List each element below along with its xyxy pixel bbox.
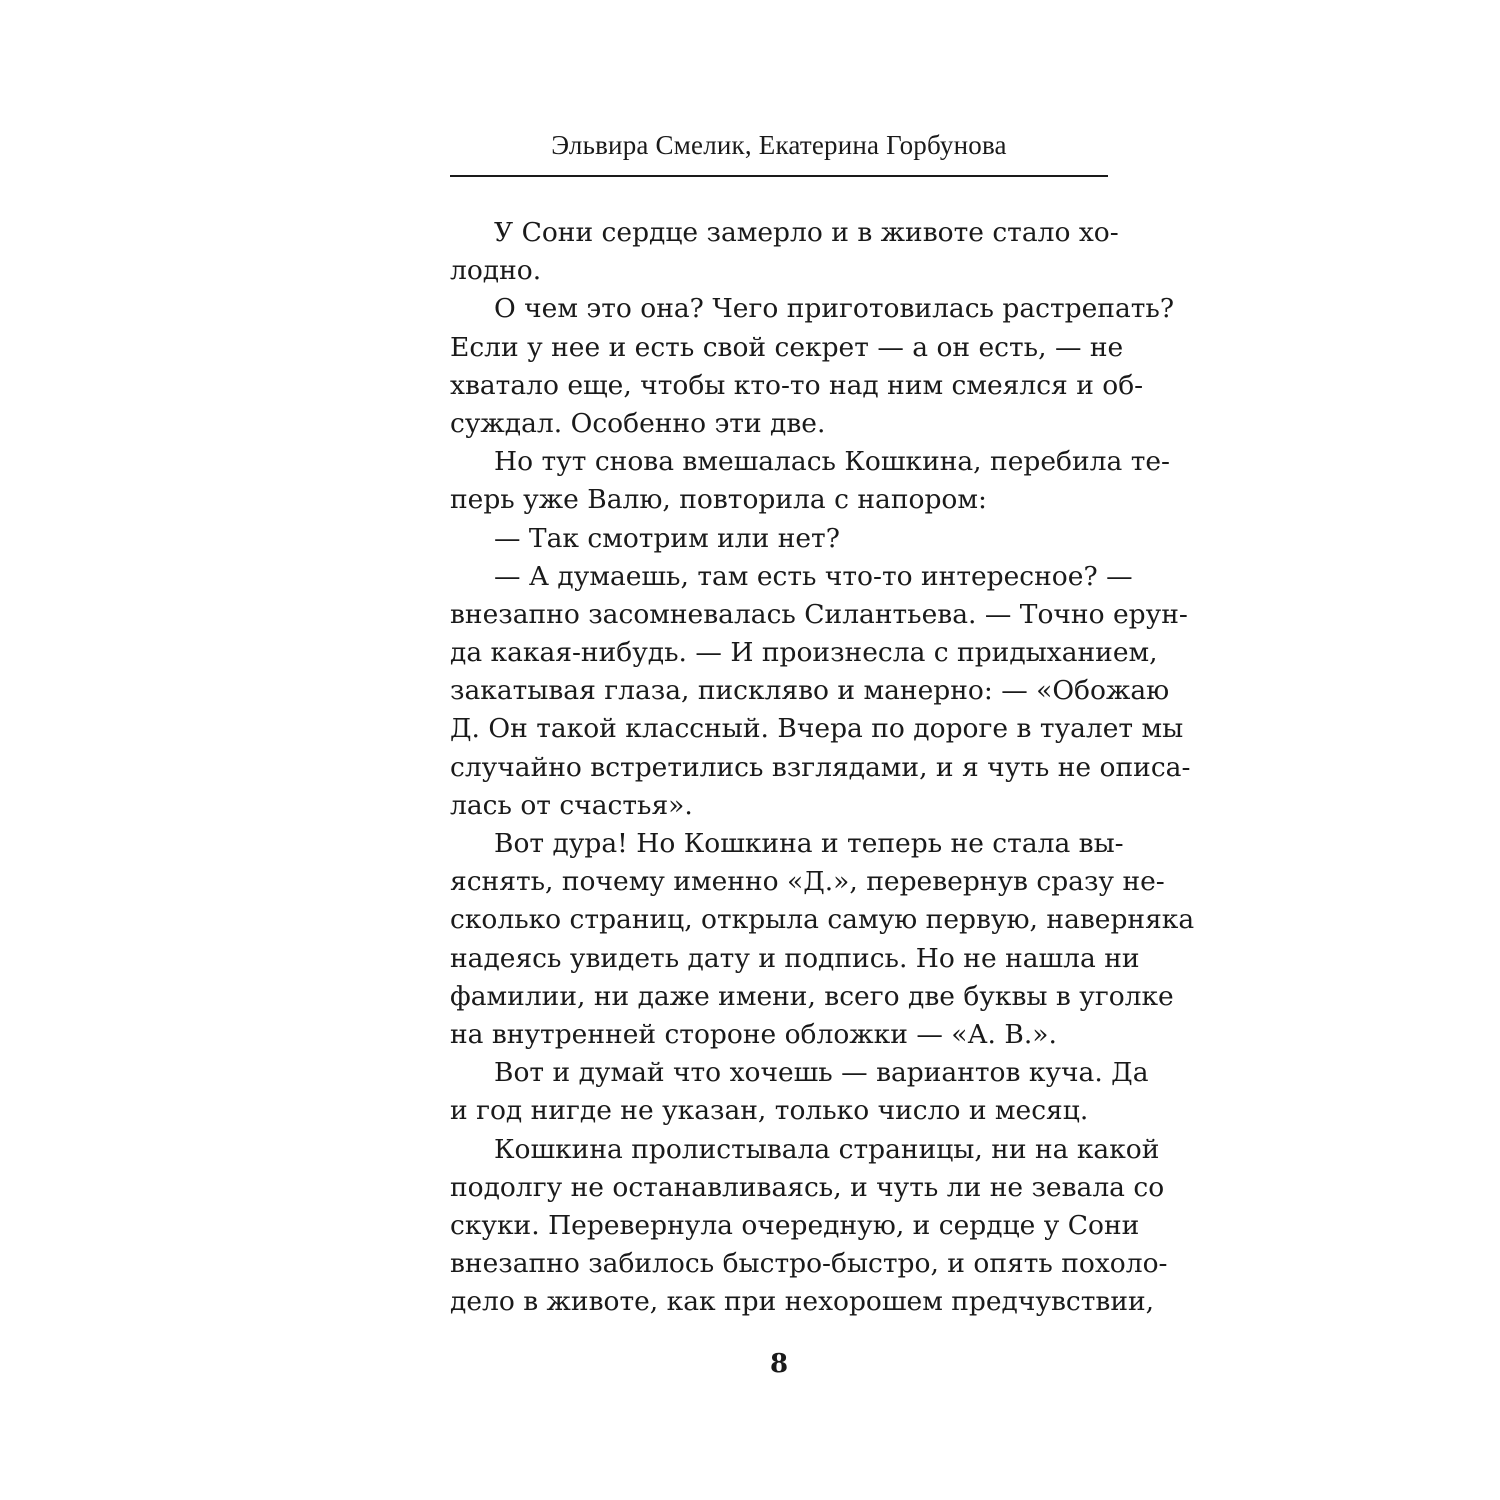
header-rule <box>450 175 1108 177</box>
body-text <box>450 214 1195 1321</box>
text-line: Вот и думай что хочешь — вариантов куча. Да <box>494 1057 1149 1089</box>
text-line: да какая-нибудь. — И произнесла с придыханием, <box>450 637 1158 669</box>
running-head: Эльвира Смелик, Екатерина Горбунова <box>551 130 1007 160</box>
text-line: надеясь увидеть дату и подпись. Но не нашла ни <box>450 942 1140 974</box>
text-line: лодно. <box>450 255 542 287</box>
text-line: Но тут снова вмешалась Кошкина, перебила те- <box>494 446 1170 478</box>
text-line: Кошкина пролистывала страницы, ни на какой <box>494 1133 1160 1165</box>
text-line: закатывая глаза, пискляво и манерно: — «Обожаю <box>450 675 1170 707</box>
text-line: дело в животе, как при нехорошем предчувствии, <box>450 1286 1155 1318</box>
text-line: фамилии, ни даже имени, всего две буквы в уголке <box>450 980 1174 1012</box>
text-line: и год нигде не указан, только число и месяц. <box>450 1095 1089 1127</box>
text-line: Д. Он такой классный. Вчера по дороге в туалет мы <box>450 713 1184 745</box>
text-line: лась от счастья». <box>450 789 693 821</box>
text-line: перь уже Валю, повторила с напором: <box>450 484 987 516</box>
text-line: яснять, почему именно «Д.», перевернув сразу не- <box>450 866 1165 898</box>
text-line: О чем это она? Чего приготовилась растрепать? <box>494 293 1175 325</box>
text-line: Вот дура! Но Кошкина и теперь не стала вы- <box>494 828 1124 859</box>
text-line: сколько страниц, открыла самую первую, навернякa <box>450 904 1195 936</box>
text-line: подолгу не останавливаясь, и чуть ли не зевала со <box>450 1171 1165 1203</box>
page-number: 8 <box>769 1349 789 1379</box>
text-line: У Сони сердце замерло и в животе стало хо- <box>494 217 1119 248</box>
text-line: случайно встретились взглядами, и я чуть не описа- <box>450 751 1191 783</box>
text-line: — А думаешь, там есть что-то интересное? — <box>494 560 1133 592</box>
text-line: скуки. Перевернула очередную, и сердце у Сони <box>450 1209 1140 1241</box>
text-line: суждал. Особенно эти две. <box>450 407 826 439</box>
text-line: — Так смотрим или нет? <box>494 522 840 554</box>
text-line: Если у нее и есть свой секрет — а он есть, — не <box>450 331 1124 363</box>
text-line: внезапно забилось быстро-быстро, и опять похоло- <box>450 1248 1168 1280</box>
text-line: внезапно засомневалась Силантьева. — Точно ерун- <box>450 598 1188 630</box>
text-line: на внутренней стороне обложки — «А. В.». <box>450 1018 1057 1050</box>
text-line: хватало еще, чтобы кто-то над ним смеялся и об- <box>450 369 1144 401</box>
